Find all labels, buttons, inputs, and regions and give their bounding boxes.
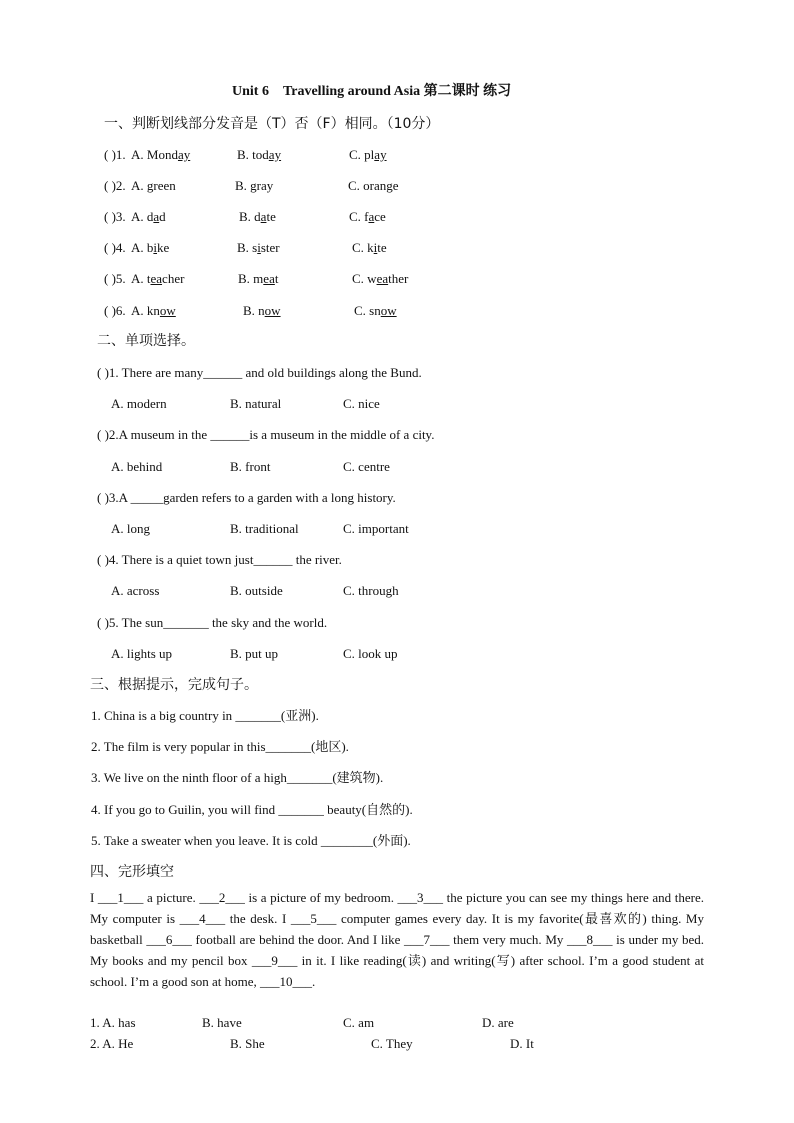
item-number: ( )1. [104,147,126,162]
sentence-item: 1. China is a big country in _______(亚洲). [91,708,319,723]
choice-a [131,240,169,256]
choice-text: B. n [243,303,265,318]
choice-text: B. m [238,271,264,286]
sentence-item: 4. If you go to Guilin, you will find _______ beauty(自然的). [91,802,413,817]
underlined-letters: ea [150,271,163,286]
underlined-letters: a [260,209,267,224]
section-4-heading: 四、完形填空 [90,864,174,880]
option-b: B. have [202,1015,242,1030]
choice-text-rest: te [377,240,387,255]
underlined-letters: a [153,209,160,224]
choice-a [131,178,176,194]
choice-b [237,147,281,163]
section-1-heading: 一、判断划线部分发音是（T）否（F）相同。（10分） [104,116,440,132]
question-text: ( )3.A _____garden refers to a garden with a long history. [97,490,396,505]
item-number: ( )6. [104,303,126,318]
item-number: ( )3. [104,209,126,224]
option-b: B. natural [230,396,282,411]
option-c: C. through [343,583,399,598]
choice-text: C. k [352,240,374,255]
choice-text: A. green [131,178,176,193]
underlined-letters: i [153,240,158,255]
choice-text-rest: te [266,209,276,224]
option-c: C. nice [343,396,380,411]
choice-b [235,178,273,194]
underlined-letters: ay [268,147,282,162]
choice-text-rest: ster [260,240,280,255]
sentence-item: 5. Take a sweater when you leave. It is cold ________(外面). [91,833,411,848]
choice-a [131,271,184,287]
choice-c [349,147,387,163]
choice-text: B. s [237,240,258,255]
underlined-letters: ay [177,147,191,162]
underlined-letters: i [257,240,261,255]
choice-text: A. kn [131,303,160,318]
option-b: B. outside [230,583,283,598]
choice-b [238,271,278,287]
choice-text: C. pl [349,147,375,162]
section-3-heading: 三、根据提示，完成句子。 [90,677,258,693]
choice-a [131,147,190,163]
choice-b [243,303,281,319]
option-d: D. It [510,1036,534,1051]
sentence-item: 2. The film is very popular in this_______(地区). [91,739,349,754]
option-d: D. are [482,1015,514,1030]
question-text: ( )2.A museum in the ______is a museum in the middle of a city. [97,427,435,442]
option-a: A. modern [111,396,167,411]
choice-a [131,303,176,319]
option-c: C. centre [343,459,390,474]
section-2-heading: 二、单项选择。 [97,333,195,349]
choice-text: B. gray [235,178,274,193]
choice-text: C. w [352,271,377,286]
underlined-letters: ow [264,303,281,318]
option-a: 2. A. He [90,1036,134,1051]
underlined-letters: ow [380,303,397,318]
option-a: A. across [111,583,160,598]
question-text: ( )5. The sun_______ the sky and the world. [97,615,328,630]
underlined-letters: a [368,209,375,224]
option-a: A. behind [111,459,163,474]
option-b: B. traditional [230,521,299,536]
choice-text: B. tod [237,147,269,162]
choice-text-rest: ther [388,271,409,286]
cloze-paragraph: I ___1___ a picture. ___2___ is a picture of my bedroom. ___3___ the picture you can see my things here and there. My computer is ___4___ the desk. I ___5___ computer games every day. It is my favorite(最喜欢的) thing. My basketball ___6___ football are behind the door. And I like ___7___ them very much. My ___8___ is under my bed. My books and my pencil box ___9___ in it. I like reading(读) and writing(写) after school. I’m a good student at school. I’m a good son at home, ___10___. [90,890,704,989]
underlined-letters: ea [376,271,389,286]
choice-text-rest: ce [374,209,386,224]
choice-text-rest: d [159,209,166,224]
underlined-letters: ow [159,303,176,318]
choice-b [237,240,280,256]
item-number: ( )5. [104,271,126,286]
option-b: B. front [230,459,271,474]
choice-text-rest: ke [157,240,170,255]
item-number: ( )2. [104,178,126,193]
choice-text: B. d [239,209,261,224]
choice-text: A. b [131,240,154,255]
choice-b [239,209,276,225]
question-text: ( )1. There are many______ and old buildings along the Bund. [97,365,422,380]
choice-c [354,303,397,319]
option-c: C. They [371,1036,413,1051]
option-c: C. am [343,1015,375,1030]
choice-text: A. Mond [131,147,178,162]
underlined-letters: i [373,240,378,255]
choice-text: C. sn [354,303,381,318]
choice-text: A. d [131,209,154,224]
choice-text-rest: cher [162,271,185,286]
choice-text: C. orange [348,178,399,193]
sentence-item: 3. We live on the ninth floor of a high_______(建筑物). [91,770,384,785]
option-b: B. She [230,1036,265,1051]
choice-text: A. t [131,271,151,286]
item-number: ( )4. [104,240,126,255]
question-text: ( )4. There is a quiet town just______ the river. [97,552,342,567]
choice-c [348,178,399,194]
choice-c [352,240,387,256]
choice-text-rest: t [274,271,279,286]
option-a: A. lights up [111,646,173,661]
page-title: Unit 6 Travelling around Asia 第二课时 练习 [232,84,512,99]
choice-a [131,209,166,225]
option-a: 1. A. has [90,1015,136,1030]
option-a: A. long [111,521,150,536]
choice-text: C. f [349,209,369,224]
underlined-letters: ea [263,271,275,286]
option-c: C. look up [343,646,398,661]
underlined-letters: ay [374,147,387,162]
option-b: B. put up [230,646,279,661]
choice-c [352,271,408,287]
choice-c [349,209,386,225]
option-c: C. important [343,521,409,536]
